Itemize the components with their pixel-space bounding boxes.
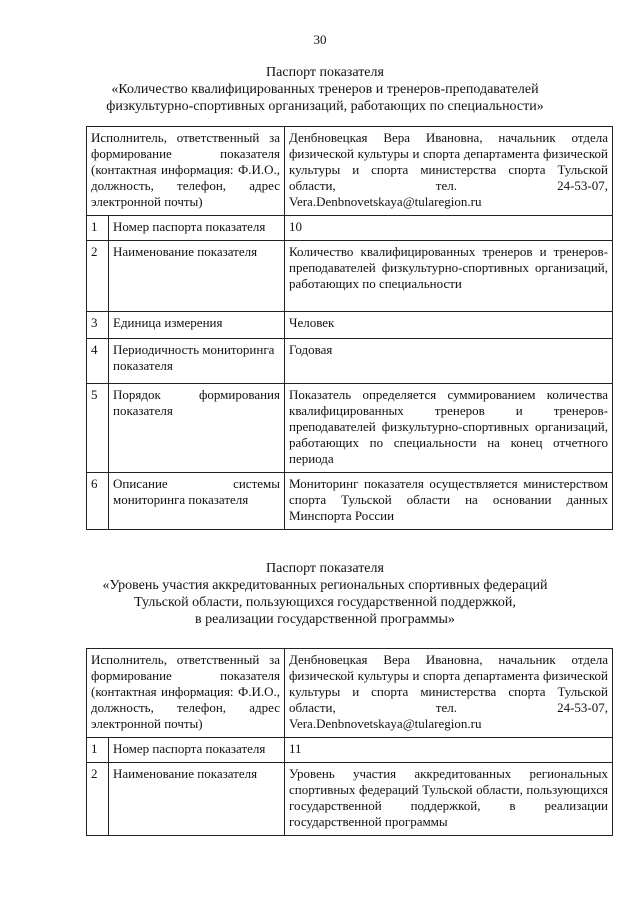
row-label: Наименование показателя xyxy=(109,241,285,312)
row-label: Единица измерения xyxy=(109,312,285,339)
table-row xyxy=(87,738,613,763)
row-number: 1 xyxy=(87,738,109,763)
row-number: 2 xyxy=(87,241,109,312)
executor-label: Исполнитель, ответственный за формирование показателя (контактная информация: Ф.И.О., должность, телефон, адрес электронной почты) xyxy=(87,127,285,216)
row-value: Человек xyxy=(285,312,613,339)
table-row xyxy=(87,127,613,216)
table-row xyxy=(87,384,613,473)
table-row xyxy=(87,241,613,312)
passport2-table xyxy=(86,648,613,836)
table-row xyxy=(87,216,613,241)
row-value: Мониторинг показателя осуществляется министерством спорта Тульской области на основании данных Минспорта России xyxy=(285,473,613,530)
passport2-heading-name-line1: «Уровень участия аккредитованных региональных спортивных федераций xyxy=(102,578,548,593)
row-value: Показатель определяется суммированием количества квалифицированных тренеров и тренеров-преподавателей физкультурно-спортивных организаций, работающих по специальности на конец отчетного периода xyxy=(285,384,613,473)
row-number: 1 xyxy=(87,216,109,241)
table-row xyxy=(87,763,613,836)
row-label: Порядок формирования показателя xyxy=(109,384,285,473)
row-number: 2 xyxy=(87,763,109,836)
row-value: Уровень участия аккредитованных региональных спортивных федераций Тульской области, пользующихся государственной поддержкой, в реализации государственной программы xyxy=(285,763,613,836)
passport1-heading-title: Паспорт показателя xyxy=(266,65,384,80)
passport2-heading-title: Паспорт показателя xyxy=(266,561,384,576)
passport2-heading xyxy=(40,560,610,628)
row-value: Количество квалифицированных тренеров и тренеров-преподавателей физкультурно-спортивных организаций, работающих по специальности xyxy=(285,241,613,312)
row-label: Описание системы мониторинга показателя xyxy=(109,473,285,530)
row-value: Годовая xyxy=(285,339,613,384)
row-label: Наименование показателя xyxy=(109,763,285,836)
table-row xyxy=(87,473,613,530)
row-number: 3 xyxy=(87,312,109,339)
row-number: 4 xyxy=(87,339,109,384)
table-row xyxy=(87,339,613,384)
row-number: 6 xyxy=(87,473,109,530)
row-label: Периодичность мониторинга показателя xyxy=(109,339,285,384)
table-row xyxy=(87,649,613,738)
executor-value: Денбновецкая Вера Ивановна, начальник отдела физической культуры и спорта департамента физической культуры и спорта министерства спорта Тульской области, тел. 24-53-07, Vera.Denbnovetskaya@tularegion.ru xyxy=(285,127,613,216)
passport1-table xyxy=(86,126,613,530)
executor-value: Денбновецкая Вера Ивановна, начальник отдела физической культуры и спорта департамента физической культуры и спорта министерства спорта Тульской области, тел. 24-53-07, Vera.Denbnovetskaya@tularegion.ru xyxy=(285,649,613,738)
executor-label: Исполнитель, ответственный за формирование показателя (контактная информация: Ф.И.О., должность, телефон, адрес электронной почты) xyxy=(87,649,285,738)
row-label: Номер паспорта показателя xyxy=(109,738,285,763)
row-label: Номер паспорта показателя xyxy=(109,216,285,241)
passport1-heading xyxy=(40,64,610,115)
passport1-heading-name-line1: «Количество квалифицированных тренеров и тренеров-преподавателей xyxy=(111,82,539,97)
passport2-heading-name-line3: в реализации государственной программы» xyxy=(195,612,455,627)
passport2-heading-name-line2: Тульской области, пользующихся государственной поддержкой, xyxy=(134,595,516,610)
page-number: 30 xyxy=(313,32,327,47)
passport1-heading-name-line2: физкультурно-спортивных организаций, работающих по специальности» xyxy=(106,99,544,114)
row-value: 10 xyxy=(285,216,613,241)
row-number: 5 xyxy=(87,384,109,473)
table-row xyxy=(87,312,613,339)
row-value: 11 xyxy=(285,738,613,763)
